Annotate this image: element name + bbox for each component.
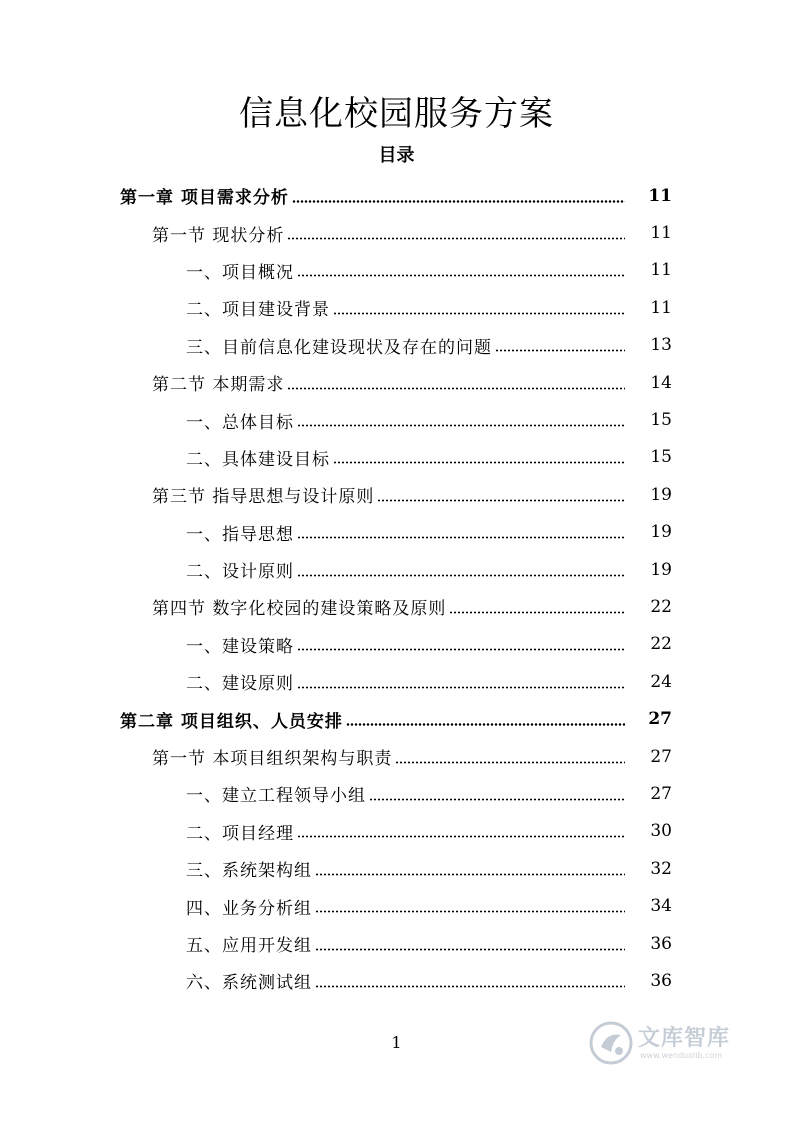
toc-entry-label: 第二节 本期需求 xyxy=(152,375,285,396)
watermark-brand: 文库智库 xyxy=(638,1026,731,1051)
watermark xyxy=(588,1018,763,1068)
toc-page-number: 11 xyxy=(650,297,672,318)
toc-entry-label: 二、建设原则 xyxy=(186,674,294,695)
toc-page-number: 15 xyxy=(650,410,672,431)
toc-section-row[interactable] xyxy=(0,738,793,775)
toc-subsection-row[interactable] xyxy=(0,626,793,663)
toc-page-number: 27 xyxy=(648,709,672,730)
table-of-contents xyxy=(0,177,793,1000)
dot-leader xyxy=(346,711,625,727)
toc-entry-label: 五、应用开发组 xyxy=(186,936,312,956)
dot-leader xyxy=(315,898,625,914)
toc-entry-label: 一、总体目标 xyxy=(186,412,294,433)
dot-leader xyxy=(297,636,625,652)
watermark-url: www.wenduolib.com xyxy=(640,1051,723,1060)
toc-entry-label: 第三节 指导思想与设计原则 xyxy=(152,487,375,508)
toc-entry-label: 第一章 项目需求分析 xyxy=(120,188,289,209)
toc-page-number: 22 xyxy=(650,596,672,617)
toc-subsection-row[interactable] xyxy=(0,252,793,289)
dot-leader xyxy=(287,225,625,241)
toc-subsection-row[interactable] xyxy=(0,289,793,326)
toc-entry-label: 三、目前信息化建设现状及存在的问题 xyxy=(186,337,492,358)
dot-leader xyxy=(369,786,625,802)
toc-entry-label: 三、系统架构组 xyxy=(186,861,312,882)
toc-section-row[interactable] xyxy=(0,476,793,513)
dot-leader xyxy=(297,262,625,278)
toc-chapter-row[interactable] xyxy=(0,700,793,737)
toc-page-number: 11 xyxy=(648,185,672,206)
toc-entry-label: 一、建立工程领导小组 xyxy=(186,786,366,807)
toc-subsection-row[interactable] xyxy=(0,327,793,364)
toc-section-row[interactable] xyxy=(0,214,793,251)
toc-subsection-row[interactable] xyxy=(0,850,793,887)
toc-page-number: 19 xyxy=(650,559,672,580)
dot-leader xyxy=(292,188,625,204)
dot-leader xyxy=(297,823,625,839)
dot-leader xyxy=(315,936,625,952)
toc-page-number: 32 xyxy=(650,858,672,879)
dot-leader xyxy=(395,749,625,765)
toc-page-number: 30 xyxy=(650,821,672,842)
toc-subsection-row[interactable] xyxy=(0,962,793,999)
dot-leader xyxy=(333,300,625,316)
toc-section-row[interactable] xyxy=(0,588,793,625)
toc-page-number: 22 xyxy=(650,634,672,655)
toc-entry-label: 二、设计原则 xyxy=(186,562,294,583)
toc-page-number: 15 xyxy=(650,447,672,468)
toc-subsection-row[interactable] xyxy=(0,663,793,700)
toc-entry-label: 一、建设策略 xyxy=(186,636,294,657)
toc-entry-label: 第一节 现状分析 xyxy=(152,225,285,246)
toc-entry-label: 二、具体建设目标 xyxy=(186,449,330,470)
toc-entry-label: 一、指导思想 xyxy=(186,524,294,545)
toc-page-number: 36 xyxy=(650,970,672,991)
toc-page-number: 13 xyxy=(650,335,672,356)
toc-subsection-row[interactable] xyxy=(0,813,793,850)
toc-page-number: 24 xyxy=(650,671,672,692)
page-number: 1 xyxy=(391,1033,402,1052)
toc-entry-label: 六、系统测试组 xyxy=(186,973,312,994)
dot-leader xyxy=(377,487,625,503)
dot-leader xyxy=(495,337,625,353)
toc-page-number: 11 xyxy=(650,260,672,281)
dot-leader xyxy=(315,861,625,877)
toc-entry-label: 第一节 本项目组织架构与职责 xyxy=(152,749,393,770)
dot-leader xyxy=(297,562,625,578)
brand-logo-icon xyxy=(588,1020,634,1066)
toc-page-number: 19 xyxy=(650,484,672,505)
toc-subsection-row[interactable] xyxy=(0,925,793,962)
dot-leader xyxy=(297,412,625,428)
dot-leader xyxy=(333,449,625,465)
toc-page-number: 36 xyxy=(650,933,672,954)
dot-leader xyxy=(449,599,625,615)
toc-page-number: 34 xyxy=(650,896,672,917)
toc-page-number: 27 xyxy=(650,746,672,767)
toc-chapter-row[interactable] xyxy=(0,177,793,214)
toc-subsection-row[interactable] xyxy=(0,514,793,551)
toc-heading: 目录 xyxy=(378,145,415,166)
toc-subsection-row[interactable] xyxy=(0,551,793,588)
dot-leader xyxy=(287,375,625,391)
toc-entry-label: 四、业务分析组 xyxy=(186,898,312,919)
toc-page-number: 14 xyxy=(650,372,672,393)
toc-entry-label: 一、项目概况 xyxy=(186,262,294,283)
toc-entry-label: 第二章 项目组织、人员安排 xyxy=(120,711,343,732)
toc-section-row[interactable] xyxy=(0,364,793,401)
toc-page-number: 11 xyxy=(650,223,672,244)
toc-page-number: 27 xyxy=(650,783,672,804)
toc-entry-label: 二、项目经理 xyxy=(186,823,294,844)
toc-entry-label: 第四节 数字化校园的建设策略及原则 xyxy=(152,599,447,620)
dot-leader xyxy=(315,973,625,989)
toc-subsection-row[interactable] xyxy=(0,439,793,476)
toc-subsection-row[interactable] xyxy=(0,401,793,438)
dot-leader xyxy=(297,524,625,540)
toc-entry-label: 二、项目建设背景 xyxy=(186,300,330,321)
toc-subsection-row[interactable] xyxy=(0,775,793,812)
toc-page-number: 19 xyxy=(650,522,672,543)
document-title: 信息化校园服务方案 xyxy=(239,94,554,134)
toc-subsection-row[interactable] xyxy=(0,887,793,924)
dot-leader xyxy=(297,674,625,690)
